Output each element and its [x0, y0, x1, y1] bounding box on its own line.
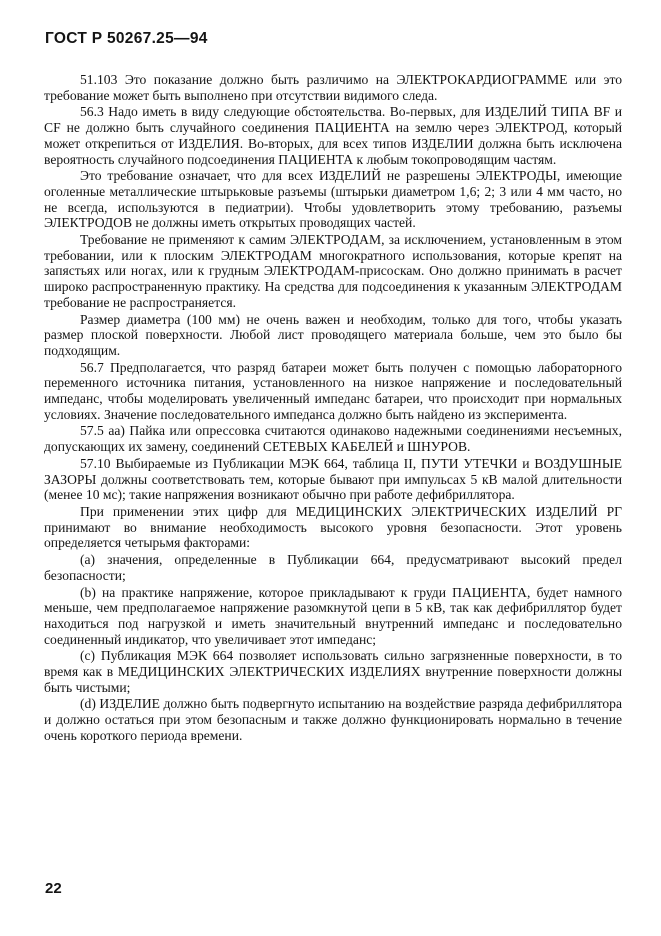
paragraph-56-3: 56.3 Надо иметь в виду следующие обстоятельства. Во-первых, для ИЗДЕЛИЙ ТИПА BF и CF не должно быть случайного соединения ПАЦИЕНТА на землю через ЭЛЕКТРОД, который может открепиться от ИЗДЕЛИЯ. Во-вторых, для всех типов ИЗДЕЛИИ должна быть исключена вероятность случайного подсоединения ПАЦИЕНТА к любым токопроводящим частям.: [44, 104, 622, 167]
paragraph-51-103: 51.103 Это показание должно быть различимо на ЭЛЕКТРОКАРДИОГРАММЕ или это требование может быть выполнено при отсутствии видимого следа.: [44, 72, 622, 103]
document-header: ГОСТ Р 50267.25—94: [45, 30, 208, 47]
paragraph-electrodes-requirement: Это требование означает, что для всех ИЗДЕЛИЙ не разрешены ЭЛЕКТРОДЫ, имеющие оголенные металлические штырьковые разъемы (штырьки диаметром 1,6; 2; 3 или 4 мм часто, но не всегда, используются в педиатрии). Чтобы удовлетворить этому требованию, разъемы ЭЛЕКТРОДОВ не должны иметь открытых проводящих частей.: [44, 168, 622, 231]
paragraph-57-5: 57.5 аа) Пайка или опрессовка считаются одинаково надежными соединениями несъемных, допускающих их замену, соединений СЕТЕВЫХ КАБЕЛЕЙ и ШНУРОВ.: [44, 423, 622, 455]
list-item-a: (а) значения, определенные в Публикации 664, предусматривают высокий предел безопасности;: [44, 552, 622, 583]
list-item-b: (b) на практике напряжение, которое прикладывают к груди ПАЦИЕНТА, будет намного меньше, чем предполагаемое напряжение разомкнутой цепи в 5 кВ, так как дефибриллятор будет находиться под нагрузкой и иметь значительный внутренний импеданс и последовательно соединенный индикатор, что увеличивает этот импеданс;: [44, 584, 622, 647]
paragraph-56-7: 56.7 Предполагается, что разряд батареи может быть получен с помощью лабораторного переменного источника питания, установленного на низкое напряжение и последовательный импеданс, чтобы моделировать увеличенный импеданс батареи, что происходит при нормальных условиях. Значение последовательного импеданса должно быть найдено из эксперимента.: [44, 359, 622, 422]
paragraph-57-10: 57.10 Выбираемые из Публикации МЭК 664, таблица II, ПУТИ УТЕЧКИ и ВОЗДУШНЫЕ ЗАЗОРЫ должны соответствовать тем, которые бывают при импульсах 5 кВ малой длительности (менее 10 мс); такие напряжения возникают обычно при работе дефибриллятора.: [44, 455, 622, 503]
paragraph-safety-factors: При применении этих цифр для МЕДИЦИНСКИХ ЭЛЕКТРИЧЕСКИХ ИЗДЕЛИЙ РГ принимают во внимание необходимость высокого уровня безопасности. Этот уровень определяется четырьмя факторами:: [44, 503, 622, 551]
document-body: [44, 72, 622, 745]
paragraph-requirement-exclusions: Требование не применяют к самим ЭЛЕКТРОДАМ, за исключением, установленным в этом требовании, или к плоским ЭЛЕКТРОДАМ многократного использования, которые крепят на запястьях или ногах, или к грудным ЭЛЕКТРОДАМ-присоскам. Оно должно принимать в расчет широко распространенную практику. На средства для подсоединения к указанным ЭЛЕКТРОДАМ требование не распространяется.: [44, 232, 622, 310]
paragraph-diameter-size: Размер диаметра (100 мм) не очень важен и необходим, только для того, чтобы указать размер плоской поверхности. Любой лист проводящего материала больше, чем это было бы подходящим.: [44, 311, 622, 358]
list-item-c: (с) Публикация МЭК 664 позволяет использовать сильно загрязненные поверхности, в то время как в МЕДИЦИНСКИХ ЭЛЕКТРИЧЕСКИХ ИЗДЕЛИЯХ внутренние поверхности должны быть чистыми;: [44, 648, 622, 695]
page-number: 22: [45, 880, 62, 897]
list-item-d: (d) ИЗДЕЛИЕ должно быть подвергнуто испытанию на воздействие разряда дефибриллятора и должно остаться при этом безопасным и также должно функционировать нормально в течение очень короткого периода времени.: [44, 696, 622, 743]
